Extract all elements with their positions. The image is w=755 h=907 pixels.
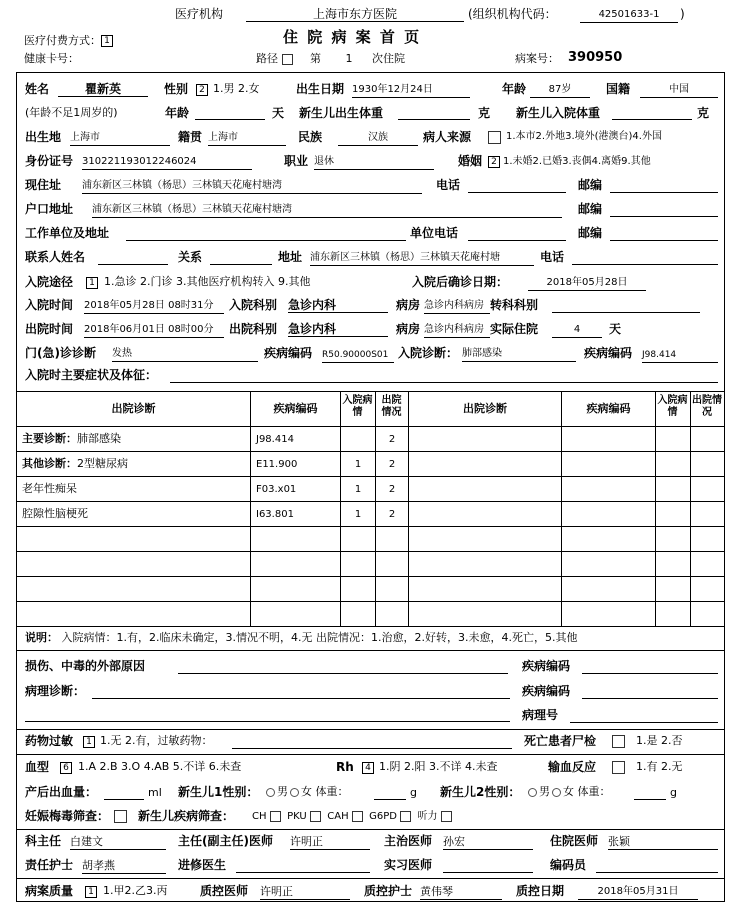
times-label: 次住院 bbox=[372, 52, 405, 65]
contact-addr-value: 浦东新区三林镇（杨思）三林镇天花庵村塘 bbox=[310, 251, 534, 266]
in-time-label: 入院时间 bbox=[25, 298, 74, 312]
id-value: 310221193012246024 bbox=[82, 155, 252, 170]
nation-value: 中国 bbox=[640, 83, 718, 98]
post-field[interactable] bbox=[610, 179, 718, 193]
ch-checkbox[interactable] bbox=[270, 811, 281, 822]
row-line bbox=[16, 551, 724, 552]
row-code: E11.900 bbox=[256, 459, 298, 470]
postpartum-unit: ml bbox=[148, 786, 162, 799]
row-line bbox=[16, 476, 724, 477]
blood-value[interactable]: 6 bbox=[60, 762, 72, 774]
cah-checkbox[interactable] bbox=[352, 811, 363, 822]
table-bottom-line bbox=[16, 626, 724, 627]
vice-value: 许明正 bbox=[290, 835, 370, 850]
injury-field[interactable] bbox=[178, 660, 508, 674]
trainee-label: 进修医生 bbox=[178, 858, 227, 872]
th-diag-1: 出院诊断 bbox=[111, 402, 156, 415]
out-time-value: 2018年06月01日 08时00分 bbox=[84, 323, 224, 338]
post3-label: 邮编 bbox=[578, 226, 603, 240]
row-code: I63.801 bbox=[256, 509, 294, 520]
ward2-label: 病房 bbox=[396, 322, 421, 336]
infant-age-label: 年龄 bbox=[165, 106, 190, 120]
allergy-drug-field[interactable] bbox=[232, 735, 512, 749]
row-out: 2 bbox=[388, 459, 396, 470]
pathology-field[interactable] bbox=[92, 685, 510, 699]
transfer-field[interactable] bbox=[552, 299, 700, 313]
notes-line bbox=[16, 650, 724, 651]
stay-days: 4 bbox=[552, 323, 602, 338]
nb1-label: 新生儿1性别： bbox=[178, 785, 259, 799]
rh-label: Rh bbox=[336, 760, 354, 774]
nurse-label: 责任护士 bbox=[25, 858, 74, 872]
table-row: 其他诊断：2型糖尿病 bbox=[22, 457, 128, 470]
org-code-label: (组织机构代码： bbox=[468, 7, 557, 21]
row-line bbox=[16, 526, 724, 527]
in-dept-value: 急诊内科 bbox=[288, 298, 388, 313]
opd-code-value: R50.90000S01 bbox=[322, 348, 394, 363]
nb1-female-radio[interactable] bbox=[290, 788, 299, 797]
contact-phone-field[interactable] bbox=[572, 251, 718, 265]
pathology-no-field[interactable] bbox=[570, 709, 718, 723]
qc-date-label: 质控日期 bbox=[516, 884, 565, 898]
contact-addr-label: 地址 bbox=[278, 250, 303, 264]
nb2-female-radio[interactable] bbox=[552, 788, 561, 797]
name-label: 姓名 bbox=[25, 82, 50, 96]
dob-value: 1930年12月24日 bbox=[352, 83, 470, 98]
row-line bbox=[16, 451, 724, 452]
pathology-code-field[interactable] bbox=[582, 685, 718, 699]
hukou-label: 户口地址 bbox=[25, 202, 74, 216]
rh-value[interactable]: 4 bbox=[362, 762, 374, 774]
source-options: 1.本市2.外地3.境外(港澳台)4.外国 bbox=[506, 131, 662, 142]
ward-label: 病房 bbox=[396, 298, 421, 312]
pathology-field-2[interactable] bbox=[25, 708, 510, 722]
col-line bbox=[655, 391, 656, 626]
col-line bbox=[250, 391, 251, 626]
path-checkbox[interactable] bbox=[282, 54, 293, 65]
postpartum-label: 产后出血量： bbox=[25, 785, 98, 799]
dob-label: 出生日期 bbox=[296, 82, 345, 96]
ethnic-value: 汉族 bbox=[338, 131, 418, 146]
work-field[interactable] bbox=[126, 227, 406, 241]
nth-label: 第 bbox=[310, 52, 321, 65]
sex-options: 1.男 2.女 bbox=[213, 82, 260, 95]
origin-label: 籍贯 bbox=[178, 130, 203, 144]
confirm-label: 入院后确诊日期： bbox=[412, 275, 509, 289]
row-in: 1 bbox=[354, 509, 362, 520]
pathology-line bbox=[16, 729, 724, 730]
row-code: J98.414 bbox=[256, 434, 294, 445]
nurse-value: 胡孝燕 bbox=[82, 859, 166, 874]
screen-line bbox=[16, 829, 724, 830]
allergy-label: 药物过敏 bbox=[25, 734, 74, 748]
contact-field[interactable] bbox=[98, 251, 168, 265]
qc-date-value: 2018年05月31日 bbox=[578, 885, 698, 900]
th-code-2: 疾病编码 bbox=[586, 402, 631, 415]
opd-diag-label: 门(急)诊诊断 bbox=[25, 346, 96, 360]
blood-options: 1.A 2.B 3.O 4.AB 5.不详 6.未查 bbox=[78, 760, 242, 773]
quality-label: 病案质量 bbox=[25, 884, 74, 898]
col-line bbox=[690, 391, 691, 626]
transfusion-options: 1.有 2.无 bbox=[636, 760, 683, 773]
page-title: 住 院 病 案 首 页 bbox=[283, 28, 422, 46]
autopsy-label: 死亡患者尸检 bbox=[524, 734, 597, 748]
age-value: 87岁 bbox=[530, 83, 590, 98]
adm-diag-label: 入院诊断： bbox=[398, 346, 459, 360]
resident-label: 住院医师 bbox=[550, 834, 599, 848]
nb1-male-radio[interactable] bbox=[266, 788, 275, 797]
nb2-male-radio[interactable] bbox=[528, 788, 537, 797]
ward-value: 急诊内科病房 bbox=[424, 299, 490, 314]
pathology-code-label: 疾病编码 bbox=[522, 684, 571, 698]
qc-nurse-label: 质控护士 bbox=[364, 884, 413, 898]
table-row: 主要诊断：肺部感染 bbox=[22, 432, 121, 445]
org-name: 上海市东方医院 bbox=[246, 7, 464, 22]
nb2-label: 新生儿2性别： bbox=[440, 785, 521, 799]
work-phone-label: 单位电话 bbox=[410, 226, 459, 240]
nation-label: 国籍 bbox=[606, 82, 631, 96]
nb1-sex: 男 女 体重： bbox=[264, 785, 349, 799]
phone-label: 电话 bbox=[436, 178, 461, 192]
route-value[interactable]: 1 bbox=[86, 277, 98, 289]
intern-field[interactable] bbox=[443, 859, 533, 873]
qc-doc-value: 许明正 bbox=[260, 885, 350, 900]
qc-nurse-value: 黄伟琴 bbox=[420, 885, 502, 900]
source-checkbox[interactable] bbox=[488, 131, 501, 144]
nb-admit-weight-field[interactable] bbox=[612, 106, 692, 120]
org-code: 42501633-1 bbox=[580, 8, 678, 23]
org-code-close: ) bbox=[680, 7, 685, 21]
patient-name: 瞿新英 bbox=[58, 82, 148, 97]
col-line bbox=[408, 391, 409, 626]
id-label: 身份证号 bbox=[25, 154, 74, 168]
trainee-field[interactable] bbox=[236, 859, 370, 873]
pay-value[interactable]: 1 bbox=[101, 35, 113, 47]
birthplace-value: 上海市 bbox=[70, 131, 170, 146]
sex-label: 性别 bbox=[164, 82, 189, 96]
nb1-weight-unit: g bbox=[410, 786, 417, 799]
in-time-value: 2018年05月28日 08时31分 bbox=[84, 299, 224, 314]
postpartum-field[interactable] bbox=[104, 786, 144, 800]
out-dept-label: 出院科别 bbox=[229, 322, 278, 336]
work-label: 工作单位及地址 bbox=[25, 226, 110, 240]
nb-birth-weight-field[interactable] bbox=[398, 106, 470, 120]
infant-note: (年龄不足1周岁的) bbox=[25, 106, 118, 119]
address-label: 现住址 bbox=[25, 178, 62, 192]
phone-field[interactable] bbox=[468, 179, 566, 193]
stay-unit: 天 bbox=[609, 322, 622, 336]
adm-diag-value: 肺部感染 bbox=[462, 347, 576, 362]
th-out-2: 出院情况 bbox=[692, 395, 722, 418]
row-in: 1 bbox=[354, 459, 362, 470]
marriage-value[interactable]: 2 bbox=[488, 156, 500, 168]
th-diag-2: 出院诊断 bbox=[463, 402, 507, 415]
contact-label: 联系人姓名 bbox=[25, 250, 86, 264]
coder-label: 编码员 bbox=[550, 858, 587, 872]
blood-label: 血型 bbox=[25, 760, 50, 774]
transfusion-checkbox[interactable] bbox=[612, 761, 625, 774]
route-options: 1.急诊 2.门诊 3.其他医疗机构转入 9.其他 bbox=[104, 275, 311, 288]
stay-label: 实际住院 bbox=[490, 322, 539, 336]
vice-label: 主任(副主任)医师 bbox=[178, 834, 273, 848]
address-value: 浦东新区三林镇（杨思）三林镇天花庵村塘湾 bbox=[82, 179, 422, 194]
origin-value: 上海市 bbox=[208, 131, 286, 146]
dir-value: 白建文 bbox=[70, 835, 166, 850]
attend-value: 孙宏 bbox=[443, 835, 533, 850]
coder-field[interactable] bbox=[596, 859, 718, 873]
sex-value[interactable]: 2 bbox=[196, 84, 208, 96]
transfusion-label: 输血反应 bbox=[548, 760, 597, 774]
allergy-line bbox=[16, 754, 724, 755]
quality-options: 1.甲2.乙3.丙 bbox=[103, 884, 168, 897]
gram-1: 克 bbox=[478, 106, 491, 120]
row-out: 2 bbox=[388, 509, 396, 520]
transfer-label: 转科科别 bbox=[490, 298, 539, 312]
adm-code-label: 疾病编码 bbox=[584, 346, 633, 360]
autopsy-options: 1.是 2.否 bbox=[636, 734, 683, 747]
route-label: 入院途径 bbox=[25, 275, 74, 289]
th-out-1: 出院情况 bbox=[381, 395, 402, 418]
screen-label: 妊娠梅毒筛查： bbox=[25, 809, 110, 823]
injury-label: 损伤、中毒的外部原因 bbox=[25, 659, 146, 673]
out-dept-value: 急诊内科 bbox=[288, 322, 388, 337]
day-label: 天 bbox=[272, 106, 285, 120]
ethnic-label: 民族 bbox=[298, 130, 323, 144]
table-row: 老年性痴呆 bbox=[22, 482, 77, 495]
injury-code-field[interactable] bbox=[582, 660, 718, 674]
row-out: 2 bbox=[388, 484, 396, 495]
infant-age-field[interactable] bbox=[195, 106, 265, 120]
case-label: 病案号： bbox=[515, 52, 559, 65]
marriage-options: 1.未婚2.已婚3.丧偶4.离婚9.其他 bbox=[503, 156, 651, 167]
out-time-label: 出院时间 bbox=[25, 322, 74, 336]
work-phone-field[interactable] bbox=[468, 227, 566, 241]
autopsy-checkbox[interactable] bbox=[612, 735, 625, 748]
nb2-sex: 男 女 体重： bbox=[526, 785, 611, 799]
g6pd-checkbox[interactable] bbox=[400, 811, 411, 822]
ward2-value: 急诊内科病房 bbox=[424, 323, 490, 338]
birthplace-label: 出生地 bbox=[25, 130, 62, 144]
symptom-field[interactable] bbox=[170, 369, 718, 383]
table-row: 腔隙性脑梗死 bbox=[22, 507, 88, 520]
relation-label: 关系 bbox=[178, 250, 203, 264]
hearing-checkbox[interactable] bbox=[441, 811, 452, 822]
row-line bbox=[16, 501, 724, 502]
org-label: 医疗机构 bbox=[175, 7, 224, 21]
hukou-value: 浦东新区三林镇（杨思）三林镇天花庵村塘湾 bbox=[92, 203, 562, 218]
nb1-weight-field[interactable] bbox=[374, 786, 406, 800]
opd-diag-value: 发热 bbox=[112, 347, 258, 362]
injury-code-label: 疾病编码 bbox=[522, 659, 571, 673]
nb-screen-label: 新生儿疾病筛查： bbox=[138, 809, 235, 823]
card-label: 健康卡号： bbox=[24, 52, 79, 65]
pku-checkbox[interactable] bbox=[310, 811, 321, 822]
syphilis-checkbox[interactable] bbox=[114, 810, 127, 823]
age-label: 年龄 bbox=[502, 82, 527, 96]
screen-items: CH PKU CAH G6PD 听力 bbox=[252, 810, 452, 824]
staff-line bbox=[16, 878, 724, 879]
notes: 说明： 入院病情：1.有，2.临床未确定，3.情况不明，4.无 出院情况：1.治愈，2.好转，3.未愈，4.死亡，5.其他 bbox=[25, 631, 578, 644]
path-label: 路径 bbox=[256, 52, 293, 66]
post3-field[interactable] bbox=[610, 227, 718, 241]
table-top-line bbox=[16, 391, 724, 392]
th-in-1: 入院病情 bbox=[342, 395, 373, 418]
th-code-1: 疾病编码 bbox=[273, 402, 318, 415]
opd-code-label: 疾病编码 bbox=[264, 346, 313, 360]
row-line bbox=[16, 576, 724, 577]
attend-label: 主治医师 bbox=[384, 834, 433, 848]
adm-code-value: J98.414 bbox=[642, 348, 718, 363]
row-line bbox=[16, 601, 724, 602]
nth-value: 1 bbox=[345, 52, 353, 65]
table-header-line bbox=[16, 426, 724, 427]
post2-label: 邮编 bbox=[578, 202, 603, 216]
source-label: 病人来源 bbox=[423, 130, 472, 144]
nb2-weight-field[interactable] bbox=[634, 786, 666, 800]
in-dept-label: 入院科别 bbox=[229, 298, 278, 312]
row-out: 2 bbox=[388, 434, 396, 445]
qc-doc-label: 质控医师 bbox=[200, 884, 249, 898]
job-value: 退休 bbox=[314, 155, 434, 170]
nb-admit-weight-label: 新生儿入院体重 bbox=[516, 106, 601, 120]
th-in-2: 入院病情 bbox=[657, 395, 688, 418]
pay-label: 医疗付费方式： 1 bbox=[24, 34, 113, 48]
contact-phone-label: 电话 bbox=[540, 250, 565, 264]
relation-field[interactable] bbox=[210, 251, 272, 265]
nb2-weight-unit: g bbox=[670, 786, 677, 799]
row-in: 1 bbox=[354, 484, 362, 495]
marriage-label: 婚姻 bbox=[458, 154, 483, 168]
row-code: F03.x01 bbox=[256, 484, 297, 495]
case-number: 390950 bbox=[568, 50, 623, 65]
symptom-label: 入院时主要症状及体征： bbox=[25, 368, 158, 382]
allergy-value[interactable]: 1 bbox=[83, 736, 95, 748]
rh-options: 1.阴 2.阳 3.不详 4.未查 bbox=[379, 760, 498, 773]
post-label: 邮编 bbox=[578, 178, 603, 192]
allergy-options: 1.无 2.有，过敏药物： bbox=[100, 734, 213, 747]
intern-label: 实习医师 bbox=[384, 858, 433, 872]
dir-label: 科主任 bbox=[25, 834, 62, 848]
job-label: 职业 bbox=[284, 154, 309, 168]
pathology-no-label: 病理号 bbox=[522, 708, 559, 722]
nb-birth-weight-label: 新生儿出生体重 bbox=[299, 106, 384, 120]
resident-value: 张颖 bbox=[608, 835, 718, 850]
post2-field[interactable] bbox=[610, 203, 718, 217]
pathology-label: 病理诊断： bbox=[25, 684, 86, 698]
confirm-date: 2018年05月28日 bbox=[528, 276, 646, 291]
gram-2: 克 bbox=[697, 106, 710, 120]
quality-value[interactable]: 1 bbox=[85, 886, 97, 898]
col-line bbox=[561, 391, 562, 626]
